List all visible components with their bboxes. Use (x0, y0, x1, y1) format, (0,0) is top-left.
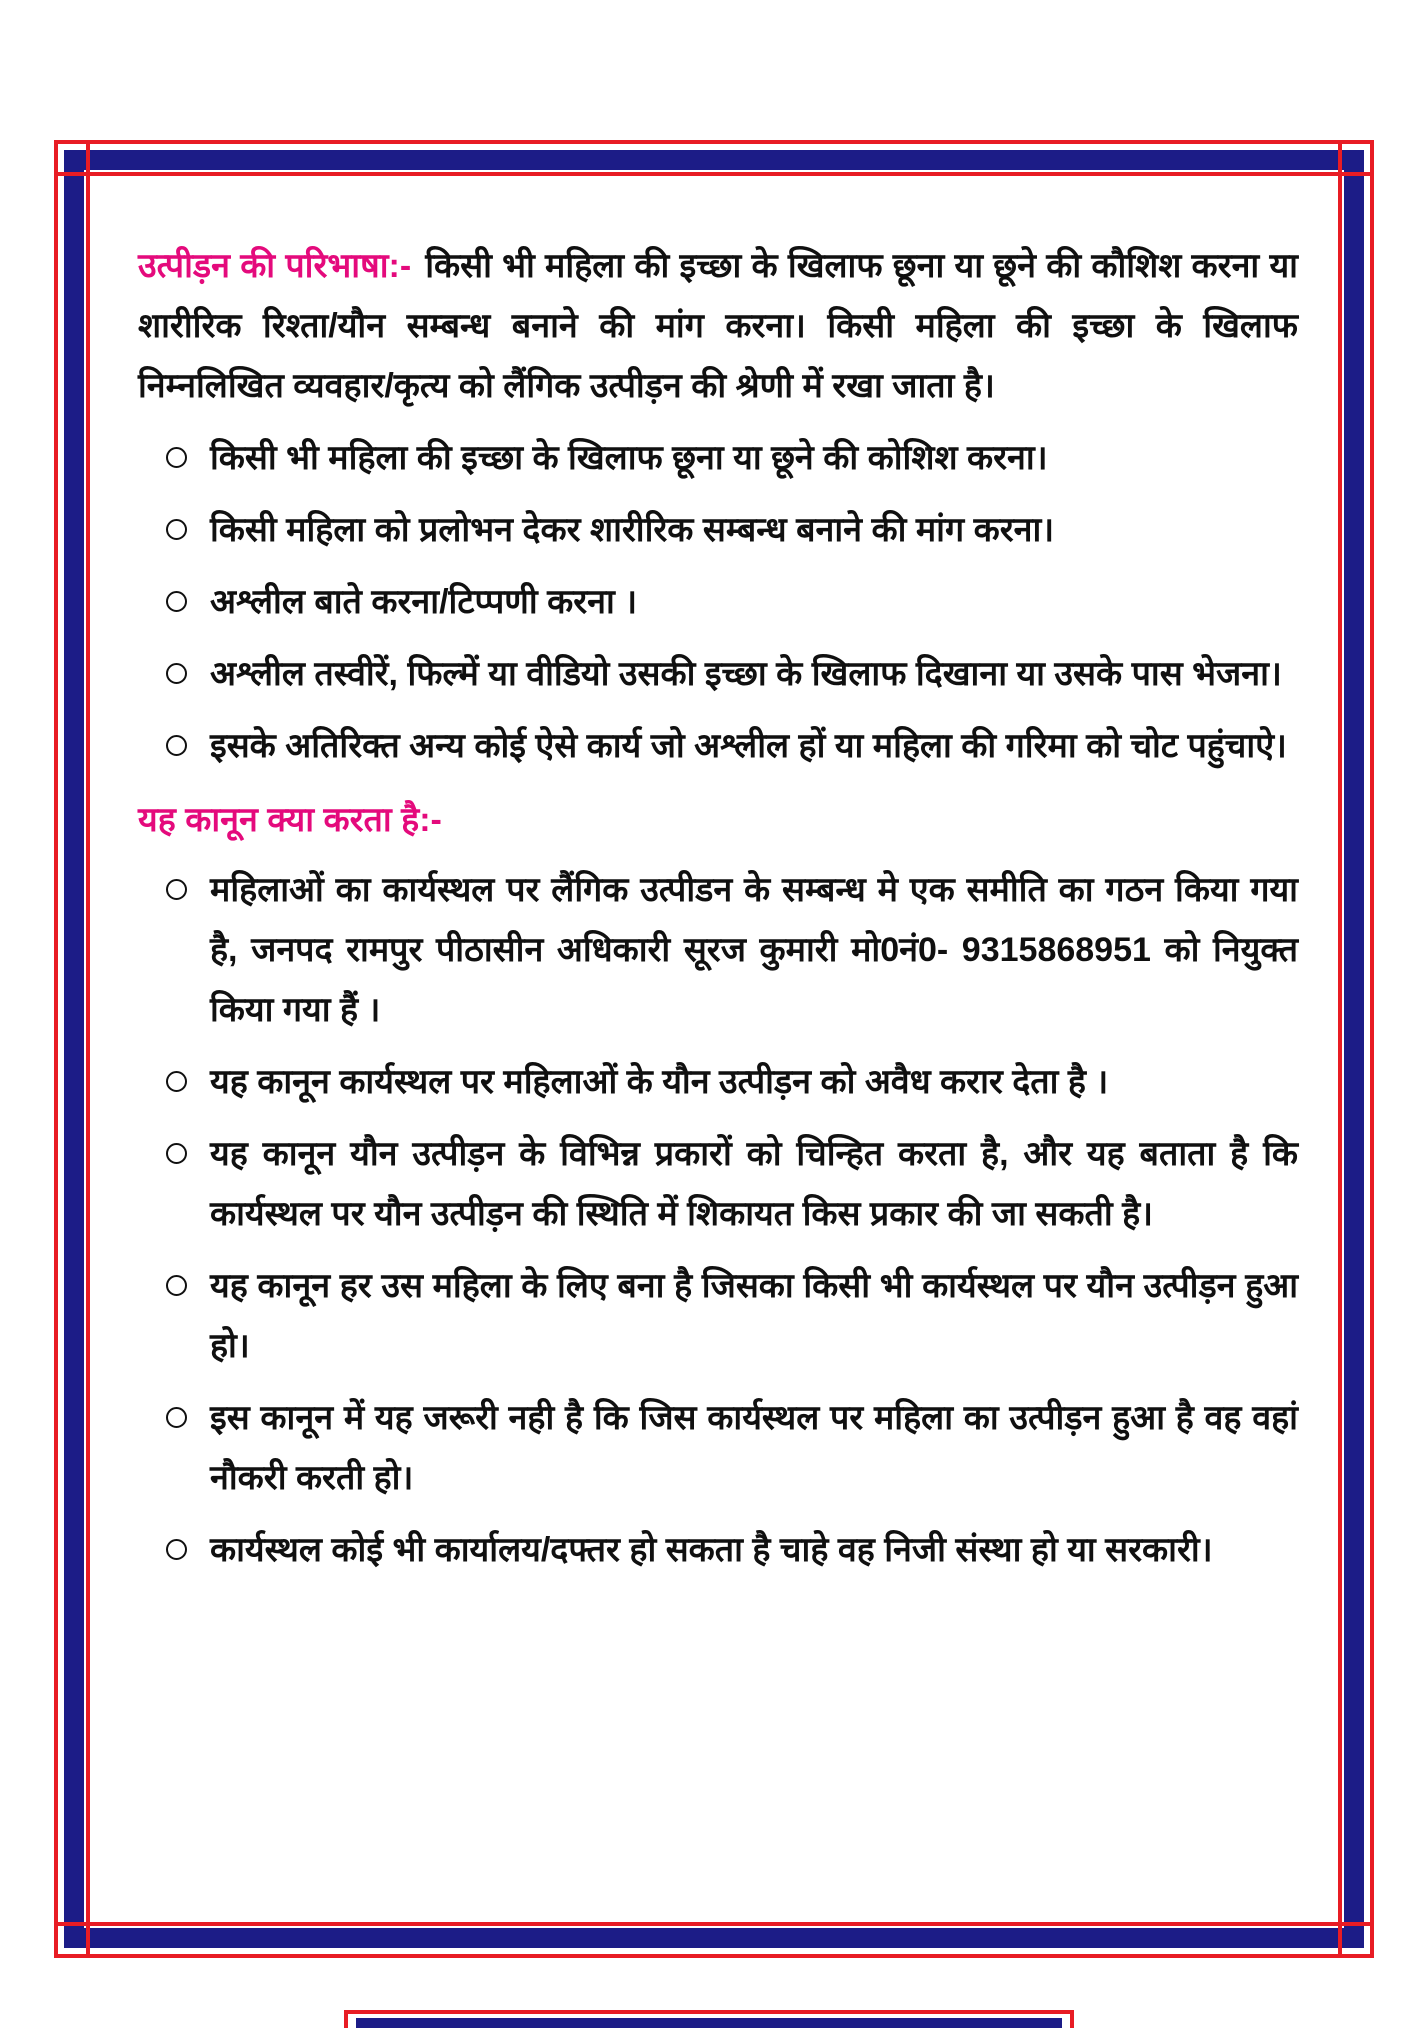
corner-ornament-bottom-right (1338, 1922, 1374, 1958)
list-item-text: अश्लील बाते करना/टिप्पणी करना । (210, 583, 638, 621)
circle-bullet-icon (166, 1143, 187, 1164)
list-item (138, 860, 1298, 1040)
circle-bullet-icon (166, 663, 187, 684)
circle-bullet-icon (166, 879, 187, 900)
list-item-text: यह कानून यौन उत्पीड़न के विभिन्न प्रकारों को चिन्हित करता है, और यह बताता है कि कार्यस्थल पर यौन उत्पीड़न की स्थिति में शिकायत किस प्रकार की जा सकती है। (210, 1135, 1298, 1233)
list-item (138, 716, 1298, 776)
next-page-red-stub-left (344, 2010, 348, 2028)
list-item (138, 500, 1298, 560)
document-content (138, 236, 1298, 1592)
list-item (138, 1388, 1298, 1508)
list-item (138, 572, 1298, 632)
list-item-text: किसी महिला को प्रलोभन देकर शारीरिक सम्बन्ध बनाने की मांग करना। (210, 511, 1055, 549)
corner-ornament-bottom-left (54, 1922, 90, 1958)
harassment-definition-heading: उत्पीड़न की परिभाषा:- (138, 247, 412, 285)
list-item-text: महिलाओं का कार्यस्थल पर लैंगिक उत्पीडन के सम्बन्ध मे एक समीति का गठन किया गया है, जनपद रामपुर पीठासीन अधिकारी सूरज कुमारी मो0नं0- 9315868951 को नियुक्त किया गया हैं । (210, 871, 1298, 1029)
circle-bullet-icon (166, 1071, 187, 1092)
list-item (138, 1052, 1298, 1112)
circle-bullet-icon (166, 735, 187, 756)
next-page-navy-border-edge (356, 2018, 1062, 2028)
list-item (138, 1124, 1298, 1244)
circle-bullet-icon (166, 591, 187, 612)
law-function-list (138, 860, 1298, 1580)
law-function-heading: यह कानून क्या करता है:- (138, 801, 442, 839)
circle-bullet-icon (166, 1539, 187, 1560)
circle-bullet-icon (166, 447, 187, 468)
list-item-text: यह कानून हर उस महिला के लिए बना है जिसका किसी भी कार्यस्थल पर यौन उत्पीड़न हुआ हो। (210, 1267, 1298, 1365)
next-page-red-border-edge (344, 2010, 1074, 2014)
circle-bullet-icon (166, 1407, 187, 1428)
list-item (138, 644, 1298, 704)
list-item (138, 428, 1298, 488)
definition-paragraph (138, 236, 1298, 416)
list-item-text: यह कानून कार्यस्थल पर महिलाओं के यौन उत्पीड़न को अवैध करार देता है । (210, 1063, 1109, 1101)
list-item-text: कार्यस्थल कोई भी कार्यालय/दफ्तर हो सकता है चाहे वह निजी संस्था हो या सरकारी। (210, 1531, 1213, 1569)
list-item (138, 1520, 1298, 1580)
list-item-text: किसी भी महिला की इच्छा के खिलाफ छूना या छूने की कोशिश करना। (210, 439, 1048, 477)
corner-ornament-top-left (54, 140, 90, 176)
next-page-red-stub-right (1070, 2010, 1074, 2028)
harassment-definition-text: किसी भी महिला की इच्छा के खिलाफ छूना या छूने की कौशिश करना या शारीरिक रिश्ता/यौन सम्बन्ध बनाने की मांग करना। किसी महिला की इच्छा के खिलाफ निम्नलिखित व्यवहार/कृत्य को लैंगिक उत्पीड़न की श्रेणी में रखा जाता है। (138, 247, 1298, 405)
circle-bullet-icon (166, 1275, 187, 1296)
harassment-examples-list (138, 428, 1298, 776)
list-item-text: अश्लील तस्वीरें, फिल्में या वीडियो उसकी इच्छा के खिलाफ दिखाना या उसके पास भेजना। (210, 655, 1282, 693)
list-item-text: इस कानून में यह जरूरी नही है कि जिस कार्यस्थल पर महिला का उत्पीड़न हुआ है वह वहां नौकरी करती हो। (210, 1399, 1298, 1497)
list-item-text: इसके अतिरिक्त अन्य कोई ऐसे कार्य जो अश्लील हों या महिला की गरिमा को चोट पहुंचाऐ। (210, 727, 1287, 765)
circle-bullet-icon (166, 519, 187, 540)
list-item (138, 1256, 1298, 1376)
corner-ornament-top-right (1338, 140, 1374, 176)
